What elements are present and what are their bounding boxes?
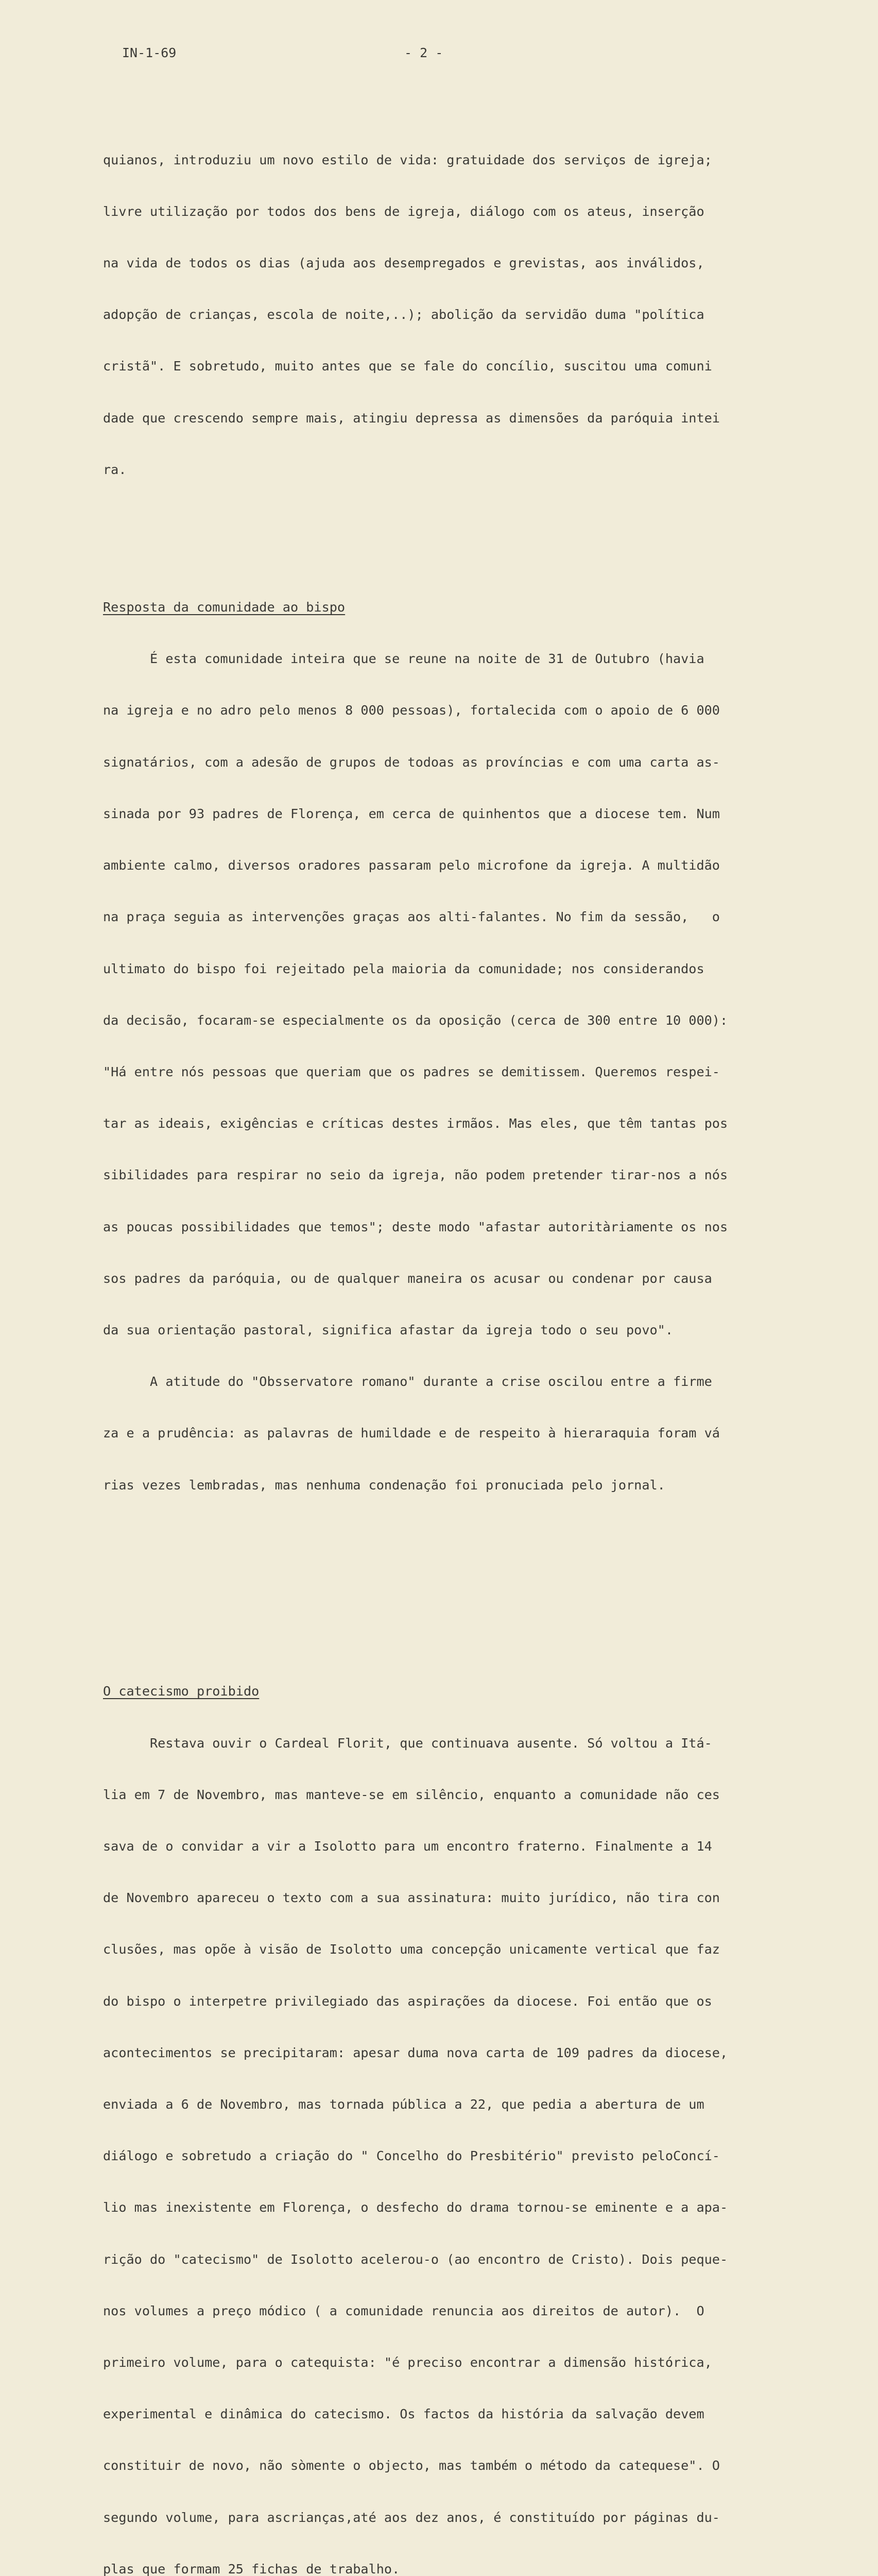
- text-line: diálogo e sobretudo a criação do " Concelho do Presbitério" previsto peloConcí-: [103, 2148, 720, 2164]
- text-line: da sua orientação pastoral, significa afastar da igreja todo o seu povo".: [103, 1322, 673, 1337]
- text-line: as poucas possibilidades que temos"; deste modo "afastar autoritàriamente os nos: [103, 1219, 728, 1234]
- section-heading: O catecismo proibido: [103, 1684, 260, 1699]
- text-line: primeiro volume, para o catequista: "é preciso encontrar a dimensão histórica,: [103, 2355, 712, 2370]
- text-line: Restava ouvir o Cardeal Florit, que continuava ausente. Só voltou a Itá-: [103, 1735, 712, 1751]
- text-line: sos padres da paróquia, ou de qualquer maneira os acusar ou condenar por causa: [103, 1270, 712, 1286]
- text-line: livre utilização por todos dos bens de igreja, diálogo com os ateus, inserção: [103, 204, 704, 219]
- text-line: za e a prudência: as palavras de humildade e de respeito à hieraraquia foram vá: [103, 1426, 720, 1441]
- text-line: quianos, introduziu um novo estilo de vida: gratuidade dos serviços de igreja;: [103, 152, 712, 167]
- text-line: plas que formam 25 fichas de trabalho.: [103, 2561, 400, 2576]
- section-heading: Resposta da comunidade ao bispo: [103, 600, 346, 615]
- text-line: lia em 7 de Novembro, mas manteve-se em silêncio, enquanto a comunidade não ces: [103, 1787, 720, 1802]
- text-line: segundo volume, para ascrianças,até aos dez anos, é constituído por páginas du-: [103, 2510, 720, 2525]
- text-line: lio mas inexistente em Florença, o desfecho do drama tornou-se eminente e a apa-: [103, 2200, 728, 2215]
- text-line: constituir de novo, não sòmente o objecto, mas também o método da catequese". O: [103, 2458, 720, 2473]
- text-line: na igreja e no adro pelo menos 8 000 pessoas), fortalecida com o apoio de 6 000: [103, 703, 720, 718]
- text-line: enviada a 6 de Novembro, mas tornada pública a 22, que pedia a abertura de um: [103, 2097, 704, 2112]
- text-line: signatários, com a adesão de grupos de todoas as províncias e com uma carta as-: [103, 754, 720, 770]
- text-line: acontecimentos se precipitaram: apesar duma nova carta de 109 padres da diocese,: [103, 2045, 728, 2060]
- section-catechism: [103, 1649, 793, 2576]
- section-community-response: [103, 564, 793, 1528]
- text-line: A atitude do "Obsservatore romano" durante a crise oscilou entre a firme: [103, 1374, 712, 1389]
- text-line: clusões, mas opõe à visão de Isolotto uma concepção unicamente vertical que faz: [103, 1942, 720, 1957]
- text-line: cristã". E sobretudo, muito antes que se fale do concílio, suscitou uma comuni: [103, 359, 712, 374]
- text-line: ultimato do bispo foi rejeitado pela maioria da comunidade; nos considerandos: [103, 961, 704, 976]
- text-line: da decisão, focaram-se especialmente os da oposição (cerca de 300 entre 10 000):: [103, 1012, 728, 1028]
- text-line: rição do "catecismo" de Isolotto acelerou-o (ao encontro de Cristo). Dois peque-: [103, 2251, 728, 2267]
- text-line: "Há entre nós pessoas que queriam que os padres se demitissem. Queremos respei-: [103, 1064, 720, 1079]
- document-reference: IN-1-69: [122, 45, 177, 60]
- text-line: dade que crescendo sempre mais, atingiu depressa as dimensões da paróquia intei: [103, 410, 720, 426]
- intro-paragraph: [103, 117, 793, 513]
- text-line: ra.: [103, 462, 127, 477]
- text-line: tar as ideais, exigências e críticas destes irmãos. Mas eles, que têm tantas pos: [103, 1116, 728, 1131]
- document-body: [103, 82, 793, 2576]
- text-line: ambiente calmo, diversos oradores passaram pelo microfone da igreja. A multidão: [103, 858, 720, 873]
- text-line: do bispo o interpetre privilegiado das aspirações da diocese. Foi então que os: [103, 1993, 712, 2009]
- text-line: na praça seguia as intervenções graças aos alti-falantes. No fim da sessão, o: [103, 909, 720, 925]
- text-line: experimental e dinâmica do catecismo. Os factos da história da salvação devem: [103, 2406, 704, 2422]
- text-line: sinada por 93 padres de Florença, em cerca de quinhentos que a diocese tem. Num: [103, 806, 720, 821]
- text-line: nos volumes a preço módico ( a comunidade renuncia aos direitos de autor). O: [103, 2303, 704, 2318]
- text-line: adopção de crianças, escola de noite,..); abolição da servidão duma "política: [103, 307, 704, 323]
- text-line: de Novembro apareceu o texto com a sua assinatura: muito jurídico, não tira con: [103, 1890, 720, 1906]
- text-line: rias vezes lembradas, mas nenhuma condenação foi pronuciada pelo jornal.: [103, 1477, 665, 1493]
- text-line: na vida de todos os dias (ajuda aos desempregados e grevistas, aos inválidos,: [103, 256, 704, 271]
- text-line: sibilidades para respirar no seio da igreja, não podem pretender tirar-nos a nós: [103, 1167, 728, 1183]
- page-number: - 2 -: [404, 45, 443, 60]
- text-line: sava de o convidar a vir a Isolotto para um encontro fraterno. Finalmente a 14: [103, 1838, 712, 1854]
- text-line: É esta comunidade inteira que se reune na noite de 31 de Outubro (havia: [103, 651, 704, 667]
- blank-line: [103, 1580, 793, 1597]
